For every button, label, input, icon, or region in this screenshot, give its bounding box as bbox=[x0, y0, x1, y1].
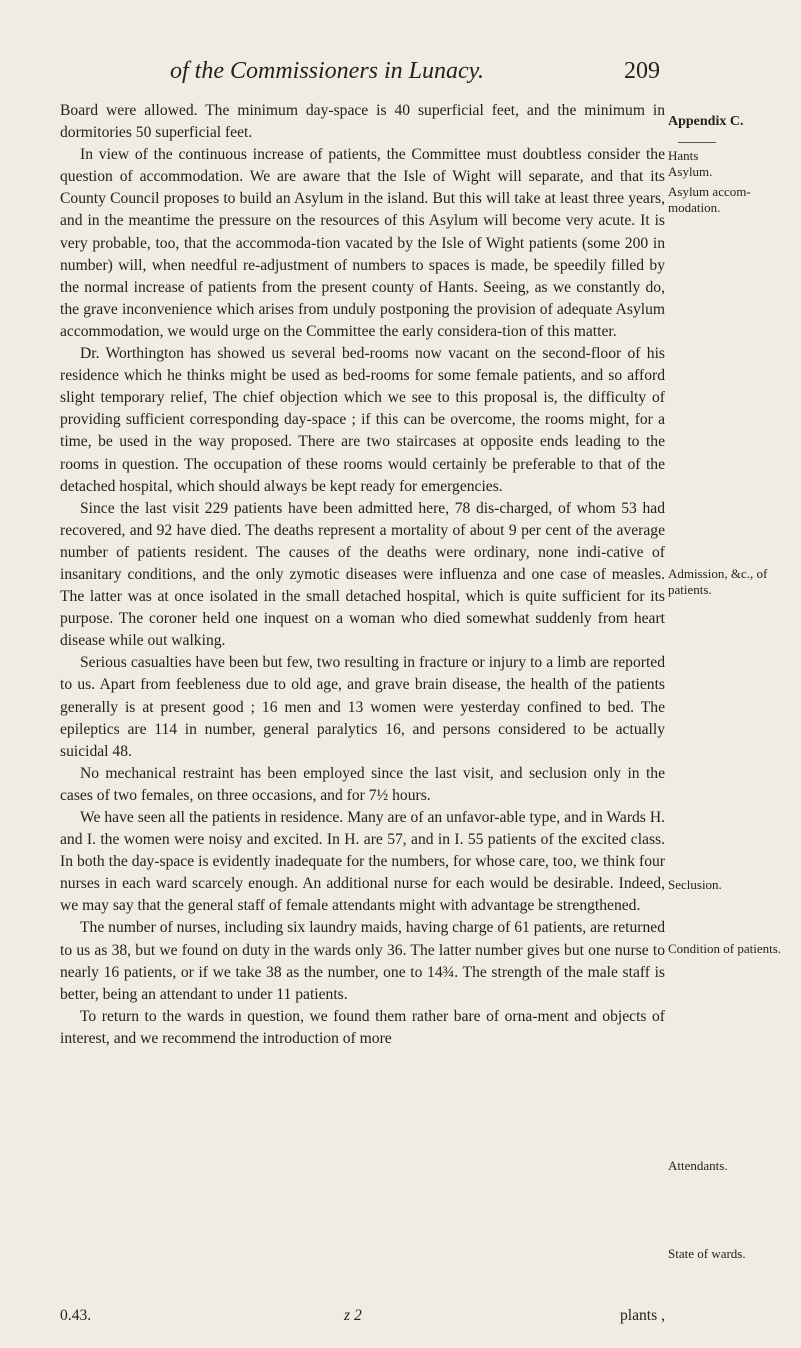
paragraph: Since the last visit 229 patients have been admitted here, 78 dis-charged, of whom 53 had recovered, and 92 have died. The deaths represent a mortality of about 9 per cent of the average number of patients resident. The causes of the deaths were ordinary, none indi-cative of insanitary conditions, and the only zymotic diseases were influenza and one case of measles. The latter was at once isolated in the small detached hospital, which is quite sufficient for its purpose. The coroner held one inquest on a woman who died somewhat suddenly from heart disease while out walking. bbox=[60, 499, 665, 650]
running-title: of the Commissioners in Lunacy. bbox=[170, 58, 485, 84]
margin-note-wards: State of wards. bbox=[668, 1246, 746, 1261]
margin-note-admission: Admission, &c., of patients. bbox=[668, 566, 768, 597]
paragraph: Serious casualties have been but few, two resulting in fracture or injury to a limb are reported to us. Apart from feebleness due to old age, and grave brain disease, the health of the patients generally is at present good ; 16 men and 13 women were yesterday confined to bed. The epileptics are 114 in number, general paralytics 16, and persons considered to be actually suicidal 48. bbox=[60, 654, 665, 760]
margin-note-attendants: Attendants. bbox=[668, 1158, 728, 1173]
sheet-mark: z 2 bbox=[344, 1307, 362, 1324]
signature-mark: 0.43. bbox=[60, 1307, 92, 1324]
paragraph: To return to the wards in question, we found them rather bare of orna-ment and objects of interest, and we recommend the introduction of more bbox=[60, 1007, 665, 1047]
paragraph: In view of the continuous increase of patients, the Committee must doubtless consider the question of accommodation. We are aware that the Isle of Wight will separate, and that its County Council proposes to build an Asylum in the island. But this will take at least three years, and in the meantime the pressure on the resources of this Asylum will become very acute. It is very probable, too, that the accommoda-tion vacated by the Isle of Wight patients (some 200 in number) will, when needful re-adjustment of numbers to spaces is made, be speedily filled by the normal increase of patients from the present county of Hants. Seeing, as we constantly do, the grave inconvenience which arises from unduly postponing the provision of adequate Asylum accommodation, we would urge on the Committee the early considera-tion of this matter. bbox=[60, 146, 665, 340]
page-number: 209 bbox=[624, 58, 660, 84]
margin-note-seclusion: Seclusion. bbox=[668, 877, 722, 892]
catchword: plants , bbox=[619, 1307, 665, 1324]
margin-note-condition: Condition of patients. bbox=[668, 941, 782, 956]
page-footer bbox=[60, 1307, 665, 1329]
paragraph: We have seen all the patients in residence. Many are of an unfavor-able type, and in Wards H. and I. the women were noisy and excited. In H. are 57, and in I. 55 patients of the excited class. In both the day-space is evidently inadequate for the numbers, for whose care, too, we think four nurses in each ward scarcely enough. An additional nurse for each would be desirable. Indeed, we may say that the general staff of female attendants might with advantage be strengthened. bbox=[60, 809, 665, 915]
body-text bbox=[60, 100, 665, 1050]
paragraph: Dr. Worthington has showed us several bed-rooms now vacant on the second-floor of his residence which he thinks might be used as bed-rooms for some female patients, and so afford slight temporary relief, The chief objection which we see to this proposal is, the difficulty of providing sufficient corresponding day-space ; if this can be overcome, the rooms might, for a time, be used in the way proposed. There are two staircases at opposite ends leading to the rooms in question. The occupation of these rooms would certainly be preferable to that of the detached hospital, which should always be kept ready for emergencies. bbox=[60, 345, 665, 495]
running-header bbox=[60, 58, 660, 94]
margin-rule bbox=[678, 142, 716, 143]
margin-note-accommodation: Asylum accom-modation. bbox=[668, 184, 751, 215]
paragraph: No mechanical restraint has been employed since the last visit, and seclusion only in the cases of two females, on three occasions, and for 7½ hours. bbox=[60, 764, 665, 804]
paragraph: Board were allowed. The minimum day-space is 40 superficial feet, and the minimum in dormitories 50 superficial feet. bbox=[60, 102, 665, 142]
margin-note-appendix: Appendix C. bbox=[668, 114, 744, 129]
margin-note-hants: Hants Asylum. bbox=[668, 148, 713, 179]
paragraph: The number of nurses, including six laundry maids, having charge of 61 patients, are returned to us as 38, but we found on duty in the wards only 36. The latter number gives but one nurse to nearly 16 patients, or if we take 38 as the number, one to 14¾. The strength of the male staff is better, being an attendant to under 11 patients. bbox=[60, 919, 665, 1003]
